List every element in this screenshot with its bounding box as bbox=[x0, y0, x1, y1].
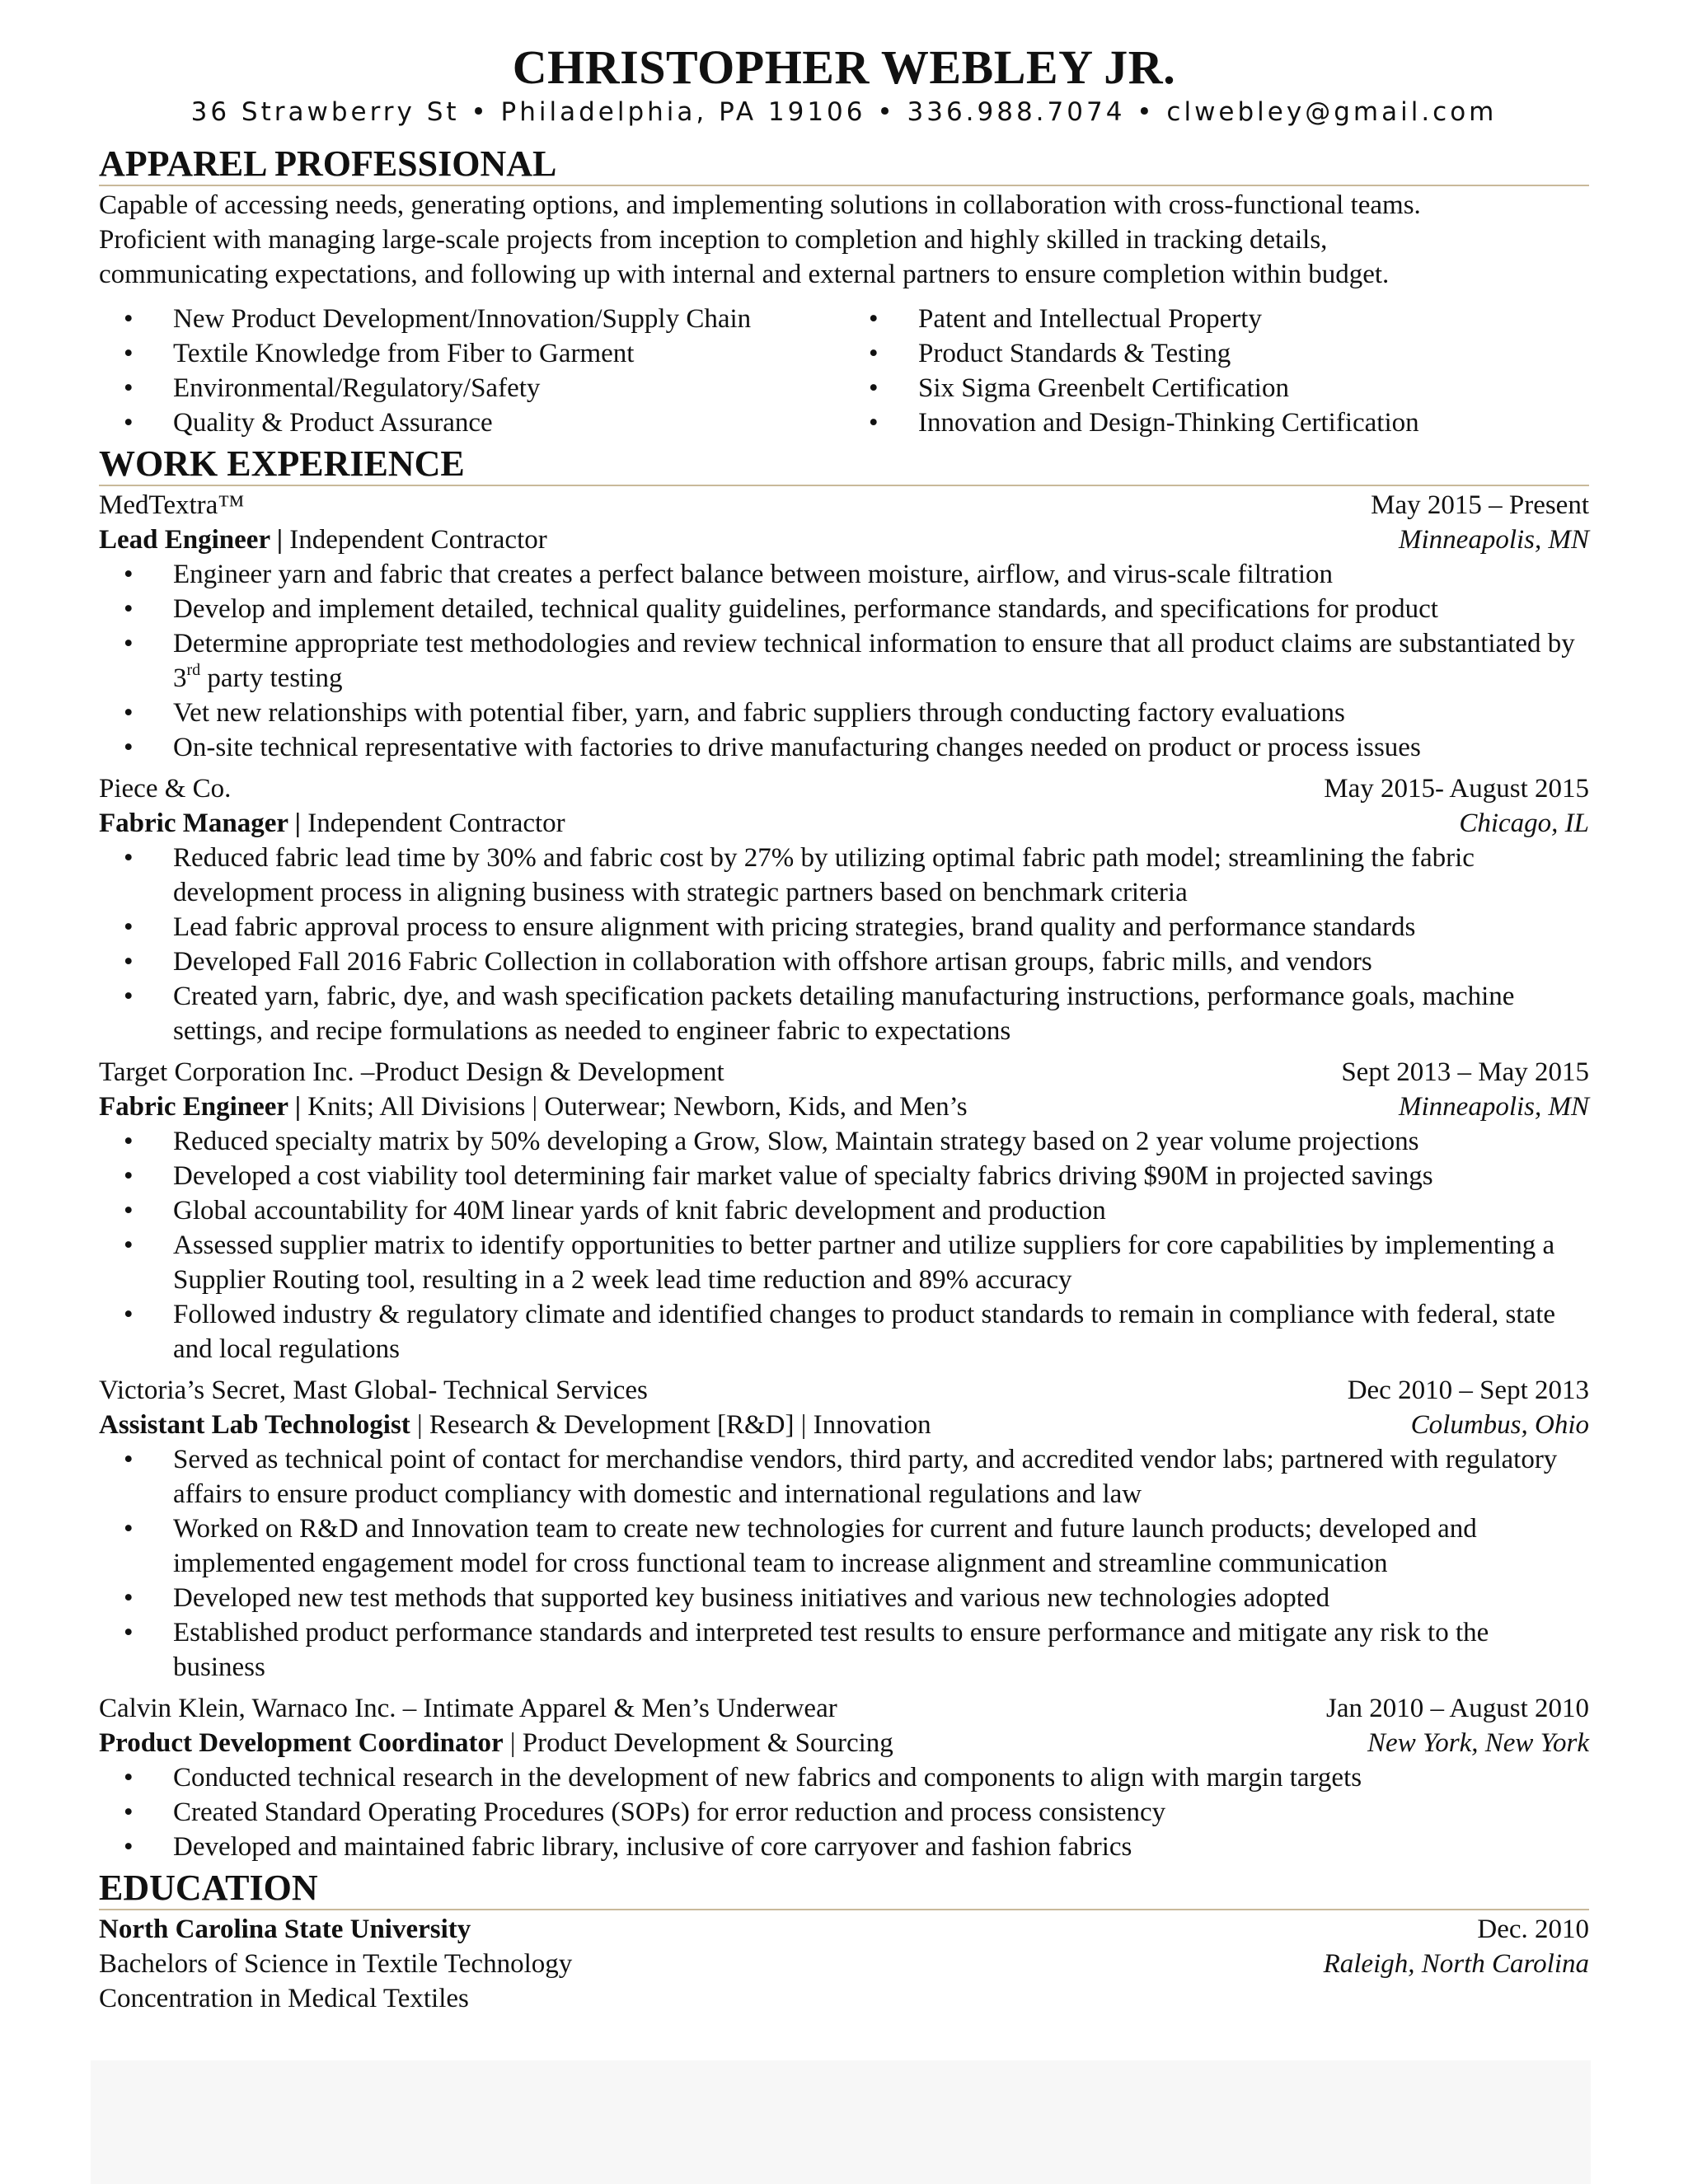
skill-item: • Patent and Intellectual Property bbox=[844, 302, 1589, 336]
job-header-row bbox=[99, 771, 1589, 806]
job-entry bbox=[99, 488, 1589, 765]
skill-item: • Six Sigma Greenbelt Certification bbox=[844, 371, 1589, 405]
job-bullet: • Assessed supplier matrix to identify opportunities to better partner and utilize suppliers for core capabilities by implementing a Supplier Routing tool, resulting in a 2 week lead time reduction and 89% accuracy bbox=[99, 1228, 1589, 1297]
school-location: Raleigh, North Carolina bbox=[1323, 1949, 1589, 1979]
job-location: New York, New York bbox=[1367, 1728, 1589, 1758]
job-bullet: • Lead fabric approval process to ensure alignment with pricing strategies, brand quality and performance standards bbox=[99, 910, 1589, 944]
ordinal-suffix: rd bbox=[186, 661, 201, 679]
job-bullet-superscript: • Determine appropriate test methodologies and review technical information to ensure that all product claims are substantiated by 3rd party testing bbox=[99, 626, 1589, 696]
company-name: Victoria’s Secret, Mast Global- Technical Services bbox=[99, 1376, 648, 1405]
skill-item: • Environmental/Regulatory/Safety bbox=[99, 371, 844, 405]
job-title: Lead Engineer | bbox=[99, 525, 284, 555]
job-role-detail: Independent Contractor bbox=[283, 525, 547, 555]
job-role-row bbox=[99, 1408, 1589, 1442]
job-role bbox=[99, 1408, 931, 1442]
skills-column-left bbox=[99, 302, 844, 440]
job-bullets bbox=[99, 1124, 1589, 1366]
resume-name: CHRISTOPHER WEBLEY JR. bbox=[512, 40, 1176, 94]
job-bullet: • Developed a cost viability tool determining fair market value of specialty fabrics driving $90M in projected savings bbox=[99, 1159, 1589, 1193]
job-role-detail: Independent Contractor bbox=[300, 808, 565, 838]
skill-item: • Product Standards & Testing bbox=[844, 336, 1589, 371]
job-bullet: • Established product performance standards and interpreted test results to ensure performance and mitigate any risk to the business bbox=[99, 1615, 1589, 1685]
job-bullet: • Reduced fabric lead time by 30% and fabric cost by 27% by utilizing optimal fabric path model; streamlining the fabric development process in aligning business with strategic partners based on benchmark criteria bbox=[99, 841, 1589, 910]
job-bullets bbox=[99, 1760, 1589, 1864]
job-bullet: • Conducted technical research in the development of new fabrics and components to align with margin targets bbox=[99, 1760, 1589, 1795]
resume-page bbox=[99, 41, 1589, 2016]
job-bullet: • Created Standard Operating Procedures (SOPs) for error reduction and process consistency bbox=[99, 1795, 1589, 1830]
profile-section bbox=[99, 145, 1589, 440]
concentration: Concentration in Medical Textiles bbox=[99, 1984, 469, 2013]
job-bullet: • Reduced specialty matrix by 50% developing a Grow, Slow, Maintain strategy based on 2 year volume projections bbox=[99, 1124, 1589, 1159]
job-bullet: • On-site technical representative with factories to drive manufacturing changes needed on product or process issues bbox=[99, 730, 1589, 765]
education-concentration-row bbox=[99, 1981, 1589, 2016]
section-title-education: EDUCATION bbox=[99, 1869, 1589, 1910]
job-entry bbox=[99, 1691, 1589, 1864]
profile-summary bbox=[99, 188, 1589, 292]
job-dates: May 2015- August 2015 bbox=[1324, 774, 1589, 804]
job-bullet: • Vet new relationships with potential fiber, yarn, and fabric suppliers through conducting factory evaluations bbox=[99, 696, 1589, 730]
job-bullet: • Developed Fall 2016 Fabric Collection in collaboration with offshore artisan groups, fabric mills, and vendors bbox=[99, 944, 1589, 979]
job-dates: Dec 2010 – Sept 2013 bbox=[1347, 1376, 1589, 1405]
job-role-row bbox=[99, 806, 1589, 841]
job-role-row bbox=[99, 1726, 1589, 1760]
education-degree-row bbox=[99, 1947, 1589, 1981]
contact-line: 36 Strawberry St • Philadelphia, PA 19106 • 336.988.7074 • clwebley@gmail.com bbox=[190, 97, 1498, 127]
job-entry bbox=[99, 1055, 1589, 1366]
education-school-row bbox=[99, 1912, 1589, 1947]
job-bullet: • Created yarn, fabric, dye, and wash specification packets detailing manufacturing instructions, performance goals, machine settings, and recipe formulations as needed to engineer fabric to expectations bbox=[99, 979, 1589, 1048]
education-section bbox=[99, 1869, 1589, 2016]
job-location: Chicago, IL bbox=[1459, 808, 1589, 838]
job-dates: Sept 2013 – May 2015 bbox=[1341, 1057, 1589, 1087]
job-bullet: • Developed new test methods that supported key business initiatives and various new technologies adopted bbox=[99, 1581, 1589, 1615]
job-bullet: • Followed industry & regulatory climate and identified changes to product standards to remain in compliance with federal, state and local regulations bbox=[99, 1297, 1589, 1366]
skill-item: • Innovation and Design-Thinking Certification bbox=[844, 405, 1589, 440]
job-title: Assistant Lab Technologist bbox=[99, 1410, 410, 1440]
job-bullet: • Develop and implement detailed, technical quality guidelines, performance standards, and specifications for product bbox=[99, 592, 1589, 626]
skills-list bbox=[99, 302, 1589, 440]
company-name: Calvin Klein, Warnaco Inc. – Intimate Apparel & Men’s Underwear bbox=[99, 1694, 837, 1723]
job-bullets bbox=[99, 841, 1589, 1048]
job-title: Fabric Engineer | bbox=[99, 1092, 301, 1122]
job-dates: May 2015 – Present bbox=[1371, 490, 1589, 520]
company-name: Piece & Co. bbox=[99, 774, 232, 804]
job-role-detail: | Research & Development [R&D] | Innovation bbox=[410, 1410, 931, 1440]
experience-section bbox=[99, 445, 1589, 1864]
job-location: Minneapolis, MN bbox=[1399, 1092, 1589, 1122]
summary-line: communicating expectations, and following up with internal and external partners to ensure completion within budget. bbox=[99, 260, 1390, 289]
skill-item: • Quality & Product Assurance bbox=[99, 405, 844, 440]
job-header-row bbox=[99, 1691, 1589, 1726]
company-name: Target Corporation Inc. –Product Design & Development bbox=[99, 1057, 724, 1087]
job-location: Columbus, Ohio bbox=[1410, 1410, 1589, 1440]
job-role bbox=[99, 1090, 968, 1124]
job-location: Minneapolis, MN bbox=[1399, 525, 1589, 555]
job-header-row bbox=[99, 1055, 1589, 1090]
graduation-date: Dec. 2010 bbox=[1477, 1915, 1589, 1944]
job-role bbox=[99, 523, 547, 557]
job-dates: Jan 2010 – August 2010 bbox=[1325, 1694, 1589, 1723]
section-title-profile: APPAREL PROFESSIONAL bbox=[99, 145, 1589, 186]
job-bullets bbox=[99, 1442, 1589, 1685]
job-title: Product Development Coordinator bbox=[99, 1728, 504, 1758]
skills-column-right bbox=[844, 302, 1589, 440]
summary-line: Capable of accessing needs, generating options, and implementing solutions in collaboration with cross-functional teams. bbox=[99, 190, 1421, 220]
job-title: Fabric Manager | bbox=[99, 808, 301, 838]
job-role-detail: | Product Development & Sourcing bbox=[503, 1728, 893, 1758]
section-title-experience: WORK EXPERIENCE bbox=[99, 445, 1589, 486]
job-role bbox=[99, 1726, 893, 1760]
page-shade bbox=[91, 2060, 1591, 2184]
job-header-row bbox=[99, 1373, 1589, 1408]
school-name: North Carolina State University bbox=[99, 1915, 471, 1944]
job-bullet: • Worked on R&D and Innovation team to create new technologies for current and future launch products; developed and implemented engagement model for cross functional team to increase alignment and streamline communication bbox=[99, 1511, 1589, 1581]
job-bullet: • Developed and maintained fabric library, inclusive of core carryover and fashion fabrics bbox=[99, 1830, 1589, 1864]
job-bullet: • Global accountability for 40M linear yards of knit fabric development and production bbox=[99, 1193, 1589, 1228]
degree: Bachelors of Science in Textile Technology bbox=[99, 1949, 573, 1979]
summary-line: Proficient with managing large-scale projects from inception to completion and highly skilled in tracking details, bbox=[99, 225, 1328, 255]
job-role-detail: Knits; All Divisions | Outerwear; Newborn, Kids, and Men’s bbox=[300, 1092, 968, 1122]
company-name: MedTextra™ bbox=[99, 490, 245, 520]
job-bullets bbox=[99, 557, 1589, 765]
job-entry bbox=[99, 771, 1589, 1048]
job-header-row bbox=[99, 488, 1589, 523]
job-role bbox=[99, 806, 565, 841]
job-role-row bbox=[99, 1090, 1589, 1124]
job-entry bbox=[99, 1373, 1589, 1685]
skill-item: • Textile Knowledge from Fiber to Garment bbox=[99, 336, 844, 371]
job-bullet: • Engineer yarn and fabric that creates a perfect balance between moisture, airflow, and virus-scale filtration bbox=[99, 557, 1589, 592]
job-role-row bbox=[99, 523, 1589, 557]
skill-item: • New Product Development/Innovation/Supply Chain bbox=[99, 302, 844, 336]
job-bullet: • Served as technical point of contact for merchandise vendors, third party, and accredited vendor labs; partnered with regulatory affairs to ensure product compliancy with domestic and international regulations and law bbox=[99, 1442, 1589, 1511]
